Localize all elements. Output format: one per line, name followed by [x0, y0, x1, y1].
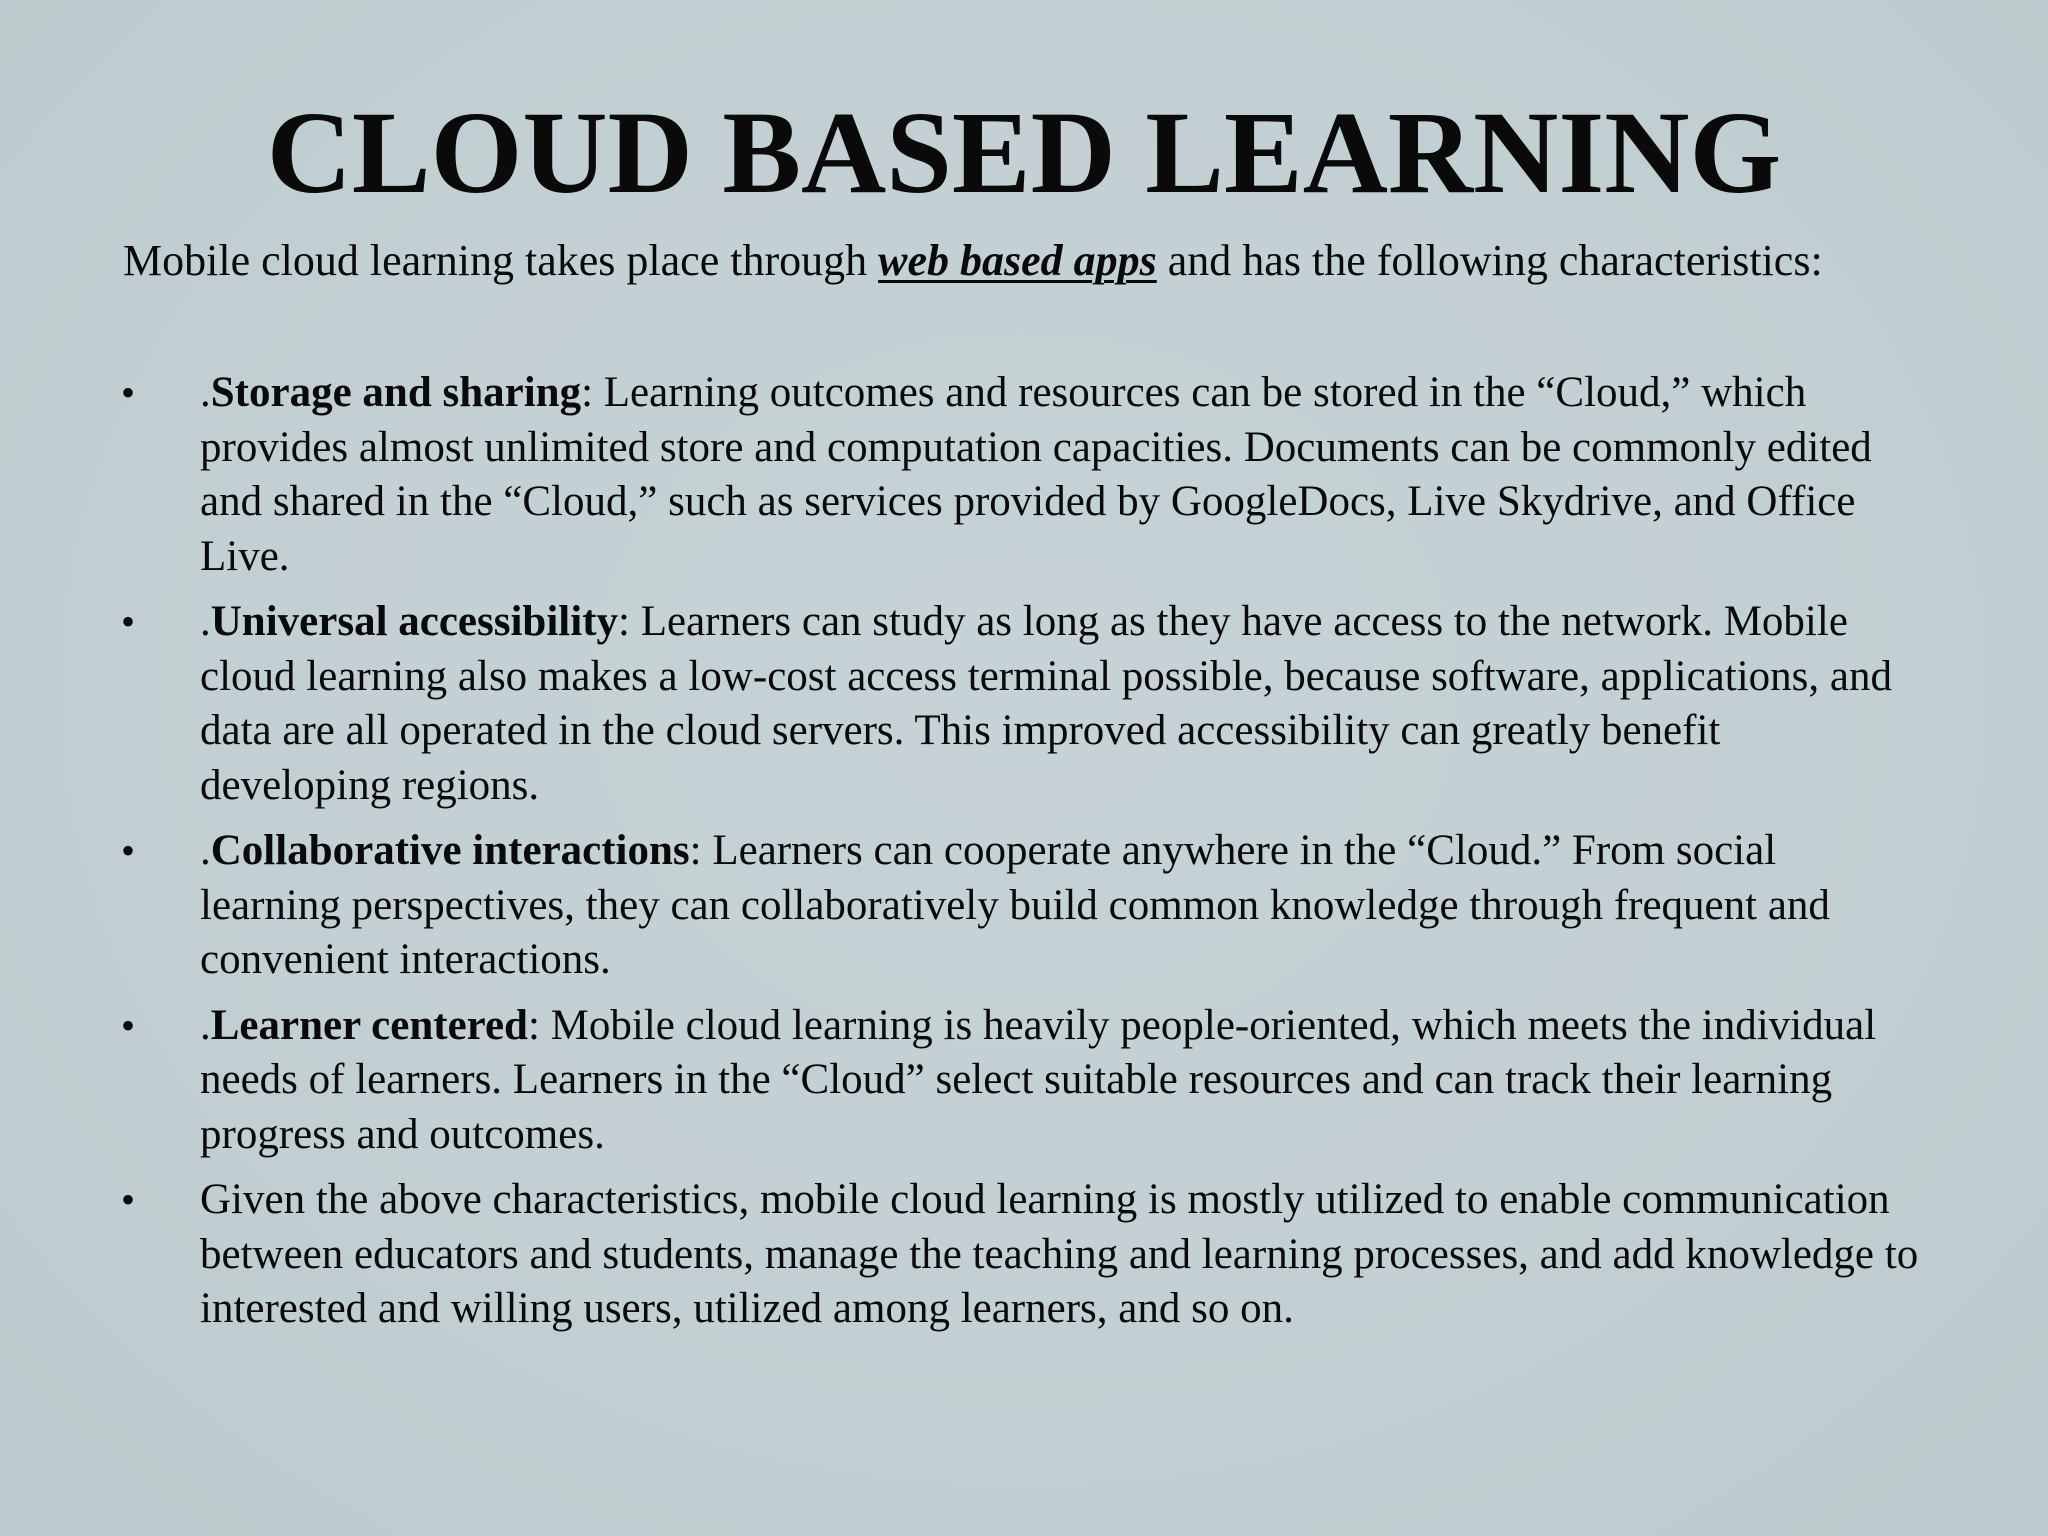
bullet-list — [0, 366, 2048, 1348]
bullet-prefix: . — [200, 827, 211, 874]
bullet-text: : Learning outcomes and resources can be stored in the “Cloud,” which provides almost unlimited store and computation capacities. Documents can be commonly edited and shared in the “Cloud,” such as services provided by GoogleDocs, Live Skydrive, and Office Live. — [200, 369, 1872, 580]
bullet-icon: • — [121, 1177, 136, 1222]
bullet-item — [0, 824, 1920, 988]
bullet-term: Storage and sharing — [210, 369, 582, 416]
bullet-text: : Mobile cloud learning is heavily people-oriented, which meets the individual needs of learners. Learners in the “Cloud” select suitable resources and can track their learning progress and outcomes. — [200, 1001, 1877, 1158]
bullet-icon: • — [121, 370, 136, 415]
bullet-text: : Learners can cooperate anywhere in the “Cloud.” From social learning perspectives, they can collaboratively build common knowledge through frequent and convenient interactions. — [200, 827, 1830, 983]
bullet-icon: • — [121, 599, 136, 644]
bullet-icon: • — [121, 828, 136, 873]
bullet-icon: • — [121, 1002, 136, 1048]
bullet-prefix: . — [200, 1001, 211, 1049]
bullet-text: : Learners can study as long as they have access to the network. Mobile cloud learning also makes a low-cost access terminal possible, because software, applications, and data are all operated in the cloud servers. This improved accessibility can greatly benefit developing regions. — [200, 598, 1892, 809]
intro-text-after: and has the following characteristics: — [1156, 236, 1823, 285]
bullet-item — [0, 1173, 1920, 1337]
intro-text-before: Mobile cloud learning takes place through — [123, 236, 879, 285]
bullet-term: Collaborative interactions — [210, 827, 690, 874]
intro-emphasis: web based apps — [878, 236, 1157, 285]
intro-paragraph — [123, 234, 1983, 288]
bullet-term: Universal accessibility — [210, 598, 619, 645]
bullet-prefix: . — [200, 598, 211, 645]
bullet-item — [0, 366, 1920, 584]
bullet-prefix: . — [200, 369, 211, 416]
bullet-item — [0, 595, 1920, 813]
bullet-term: Learner centered — [210, 1001, 528, 1049]
bullet-item — [0, 999, 1920, 1163]
bullet-text: Given the above characteristics, mobile cloud learning is mostly utilized to enable communication between educators and students, manage the teaching and learning processes, and add knowledge to interested and willing users, utilized among learners, and so on. — [200, 1176, 1919, 1332]
slide-title: CLOUD BASED LEARNING — [266, 87, 1782, 218]
